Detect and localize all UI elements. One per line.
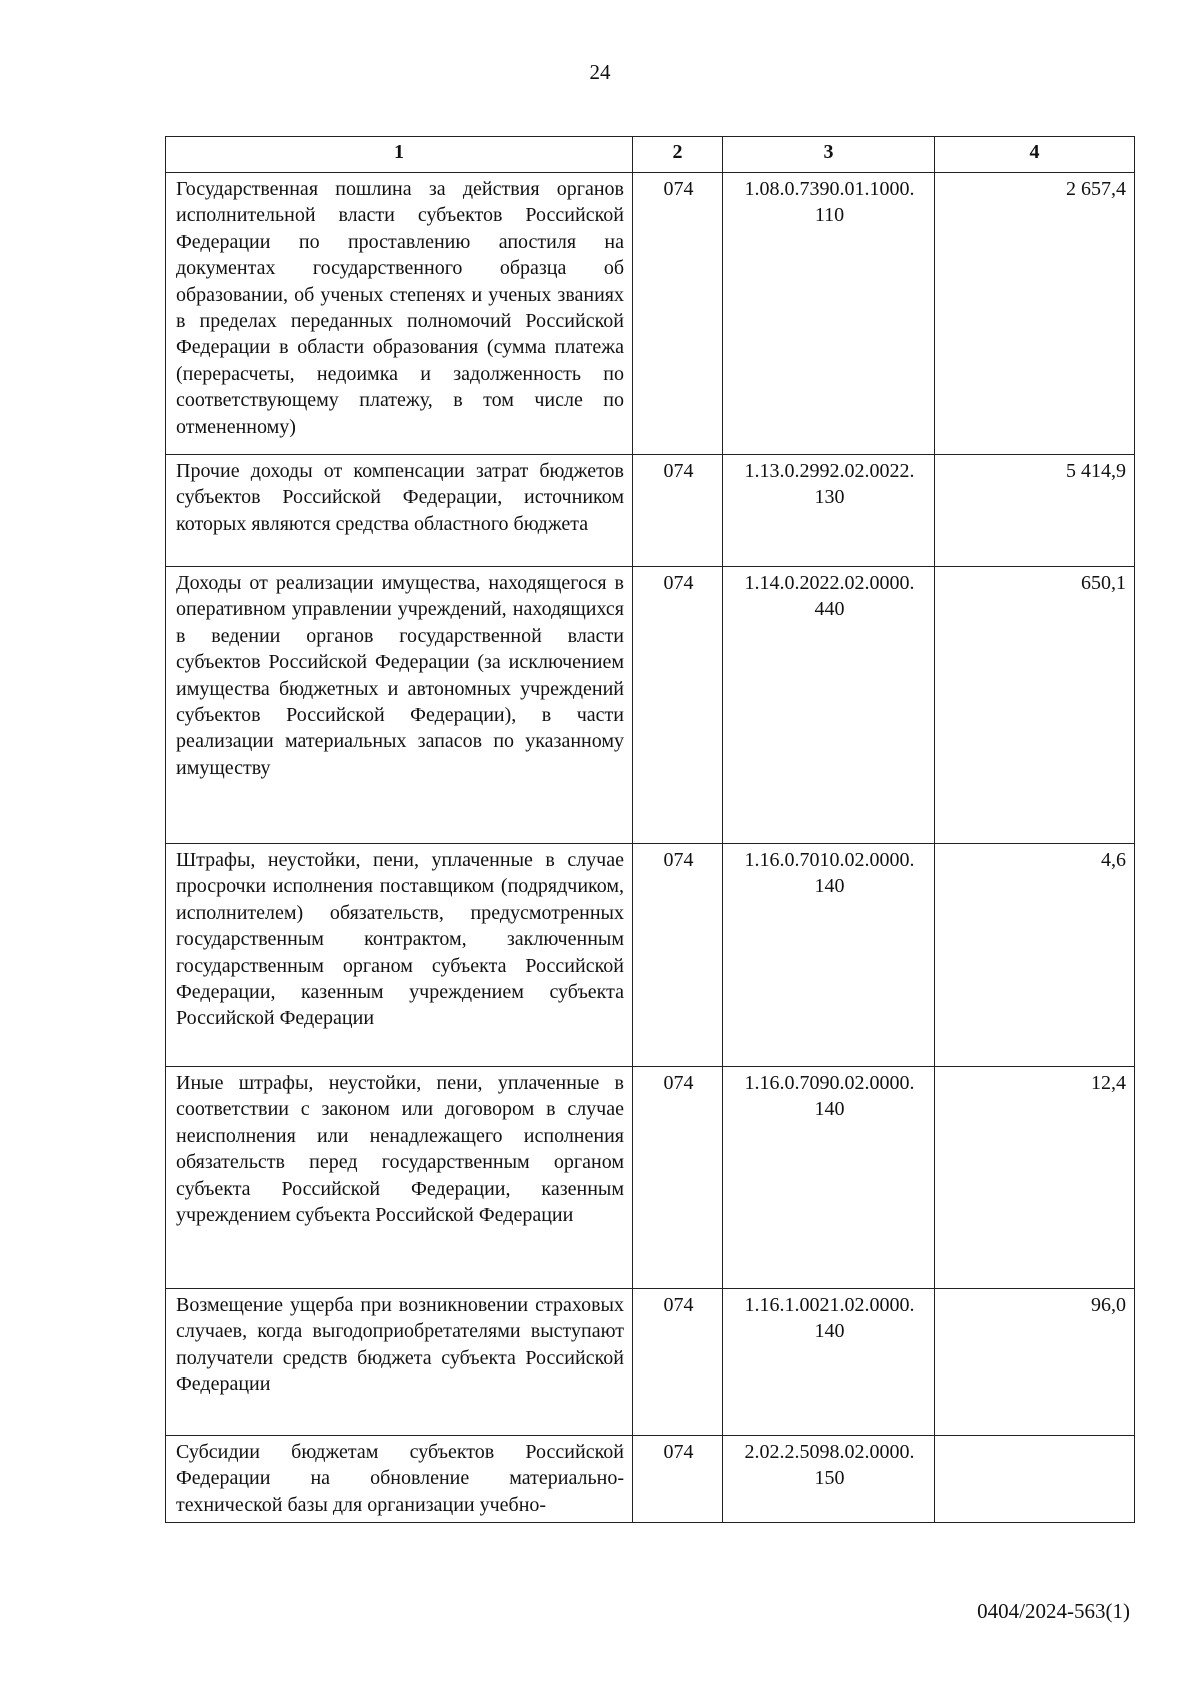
row-amount: 12,4 <box>935 1067 1135 1289</box>
row-description: Государственная пошлина за действия органов исполнительной власти субъектов Российской Федерации по проставлению апостиля на документах государственного образца об образовании, об ученых степенях и ученых званиях в пределах переданных полномочий Российской Федерации в области образования (сумма платежа (перерасчеты, недоимка и задолженность по соответствующему платежу, в том числе по отмененному) <box>166 173 633 455</box>
row-amount: 96,0 <box>935 1289 1135 1436</box>
table-row <box>166 173 1135 455</box>
row-admin-code: 074 <box>633 173 723 455</box>
row-amount: 2 657,4 <box>935 173 1135 455</box>
row-amount <box>935 1436 1135 1523</box>
revenue-table <box>165 136 1135 1523</box>
column-header-3: 3 <box>723 137 935 173</box>
row-admin-code: 074 <box>633 1436 723 1523</box>
table-row <box>166 1067 1135 1289</box>
row-budget-code: 2.02.2.5098.02.0000. 150 <box>723 1436 935 1523</box>
row-admin-code: 074 <box>633 844 723 1067</box>
row-budget-code: 1.14.0.2022.02.0000. 440 <box>723 567 935 844</box>
row-admin-code: 074 <box>633 1289 723 1436</box>
row-budget-code: 1.16.1.0021.02.0000. 140 <box>723 1289 935 1436</box>
row-budget-code: 1.16.0.7090.02.0000. 140 <box>723 1067 935 1289</box>
row-amount: 5 414,9 <box>935 455 1135 567</box>
page-number: 24 <box>589 60 611 84</box>
row-description: Возмещение ущерба при возникновении страховых случаев, когда выгодоприобретателями выступают получатели средств бюджета субъекта Российской Федерации <box>166 1289 633 1436</box>
row-description: Субсидии бюджетам субъектов Российской Федерации на обновление материально-технической базы для организации учебно- <box>166 1436 633 1523</box>
column-header-2: 2 <box>633 137 723 173</box>
row-budget-code: 1.13.0.2992.02.0022. 130 <box>723 455 935 567</box>
row-admin-code: 074 <box>633 1067 723 1289</box>
row-description: Доходы от реализации имущества, находящегося в оперативном управлении учреждений, находящихся в ведении органов государственной власти субъектов Российской Федерации (за исключением имущества бюджетных и автономных учреждений субъектов Российской Федерации), в части реализации материальных запасов по указанному имуществу <box>166 567 633 844</box>
table-row <box>166 455 1135 567</box>
column-header-4: 4 <box>935 137 1135 173</box>
row-admin-code: 074 <box>633 567 723 844</box>
row-amount: 4,6 <box>935 844 1135 1067</box>
row-description: Штрафы, неустойки, пени, уплаченные в случае просрочки исполнения поставщиком (подрядчиком, исполнителем) обязательств, предусмотренных государственным контрактом, заключенным государственным органом субъекта Российской Федерации, казенным учреждением субъекта Российской Федерации <box>166 844 633 1067</box>
row-description: Иные штрафы, неустойки, пени, уплаченные в соответствии с законом или договором в случае неисполнения или ненадлежащего исполнения обязательств перед государственным органом субъекта Российской Федерации, казенным учреждением субъекта Российской Федерации <box>166 1067 633 1289</box>
row-admin-code: 074 <box>633 455 723 567</box>
row-budget-code: 1.08.0.7390.01.1000. 110 <box>723 173 935 455</box>
row-description: Прочие доходы от компенсации затрат бюджетов субъектов Российской Федерации, источником которых являются средства областного бюджета <box>166 455 633 567</box>
document-registration-code: 0404/2024-563(1) <box>977 1599 1130 1623</box>
table-header-row <box>166 137 1135 173</box>
table-row <box>166 567 1135 844</box>
table-row <box>166 844 1135 1067</box>
table-row <box>166 1289 1135 1436</box>
row-budget-code: 1.16.0.7010.02.0000. 140 <box>723 844 935 1067</box>
table-row <box>166 1436 1135 1523</box>
column-header-1: 1 <box>166 137 633 173</box>
row-amount: 650,1 <box>935 567 1135 844</box>
